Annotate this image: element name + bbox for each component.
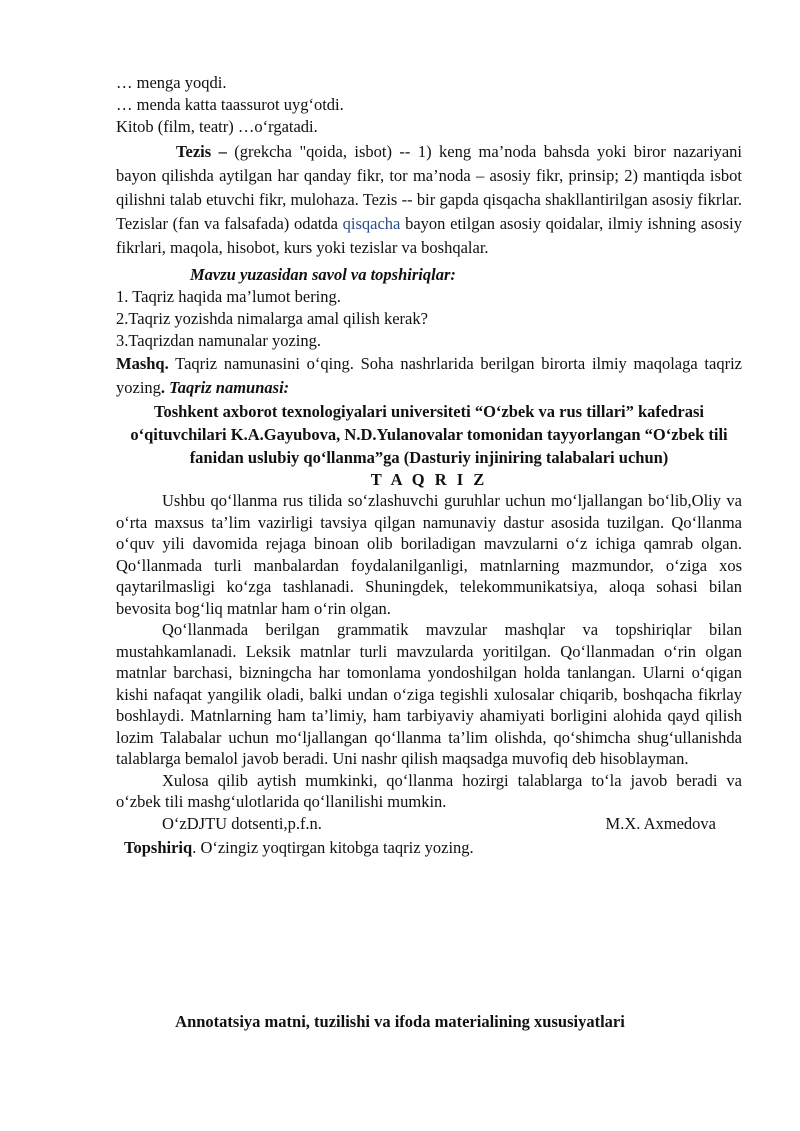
intro-line: Kitob (film, teatr) …o‘rgatadi. [116,117,318,136]
next-section-title: Annotatsiya matni, tuzilishi va ifoda materialining xususiyatlari [175,1012,625,1031]
signature-line [116,813,742,835]
review-heading: Toshkent axborot texnologiyalari universiteti “O‘zbek va rus tillari” kafedrasi o‘qituvchilari K.A.Gayubova, N.D.Yulanovalar tomonidan tayyorlangan “O‘zbek tili fanidan uslubiy qo‘llanma”ga (Dasturiy injiniring talabalari uchun) [130,402,728,467]
signature-affiliation: O‘zDJTU dotsenti,p.f.n. [162,813,322,833]
question-item: 2.Taqriz yozishda nimalarga amal qilish kerak? [116,309,428,328]
exercise-text: Taqriz namunasini o‘qing. Soha nashrlarida berilgan birorta ilmiy maqolaga taqriz yozing [116,354,742,397]
review-title: T A Q R I Z [370,470,488,489]
question-item: 1. Taqriz haqida ma’lumot bering. [116,287,341,306]
document-page [116,72,742,859]
intro-line: … menga yoqdi. [116,73,227,92]
tezis-text-after: bayon etilgan asosiy qoidalar, ilmiy ishning asosiy fikrlari, maqola, hisobot, kurs yoki tezislar va boshqalar. [116,214,742,257]
review-paragraph: Xulosa qilib aytish mumkinki, qo‘llanma hozirgi talablarga to‘la javob beradi va o‘zbek tili mashg‘ulotlarida qo‘llanilishi mumkin. [116,770,742,811]
exercise-paragraph [116,352,742,400]
tezis-paragraph [116,140,742,260]
intro-line: … menda katta taassurot uyg‘otdi. [116,95,344,114]
intro-lines [116,72,742,138]
task-text: . O‘zingiz yoqtirgan kitobga taqriz yozing. [192,837,474,857]
exercise-dot: . [160,378,166,397]
task-line [116,837,742,859]
signature-name: M.X. Axmedova [605,813,716,833]
tezis-link[interactable]: qisqacha [342,214,401,233]
exercise-label: Mashq. [116,354,169,373]
question-item: 3.Taqrizdan namunalar yozing. [116,331,322,350]
questions-block [116,264,742,352]
tezis-text-before: (grekcha "qoida, isbot) -- 1) keng ma’noda bahsda yoki biror nazariyani bayon qilishda aytilgan har qanday fikr, tor ma’noda – asosiy fikr, prinsip; 2) mantiqda isbot qilishni talab etuvchi fikr, mulohaza. Tezis -- bir gapda qisqacha shakllantirilgan asosiy fikrlar. Tezislar (fan va falsafada) odatda [116,142,742,233]
questions-title: Mavzu yuzasidan savol va topshiriqlar: [190,265,456,284]
review-paragraph: Qo‘llanmada berilgan grammatik mavzular mashqlar va topshiriqlar bilan mustahkamlanadi. Leksik matnlar turli mavzularda yoritilgan. Qo‘llanmadan o‘rin olgan matnlar barchasi, bizningcha har tomonlama yondoshilgan holda tanlangan. Ularni o‘qigan kishi nafaqat yangilik oladi, balki undan o‘ziga tegishli xulosalar chiqarib, boshqacha fikrlay boshlaydi. Matnlarning ham ta’limiy, ham tarbiyaviy ahamiyati borligini alohida qayd qilish lozim Talabalar uchun mo‘ljallangan qo‘llanma ta’lim olishda, qo‘shimcha shug‘ullanishda talablarga bemalol javob beradi. Uni nashr qilish maqsadga muvofiq deb hisoblayman. [116,620,742,768]
review-paragraph: Ushbu qo‘llanma rus tilida so‘zlashuvchi guruhlar uchun mo‘ljallangan bo‘lib,Oliy va o‘rta maxsus ta’lim vazirligi tavsiya qilgan namunaviy dastur asosida tuzilgan. Qo‘llanma o‘quv yili davomida rejaga binoan olib boriladigan mavzularni o‘z ichiga qamrab olgan. Qo‘llanmada turli manbalardan foydalanilganligi, matnlarning mazmundor, o‘ziga xos qaytarilmasligi ko‘zga tashlanadi. Shuningdek, telekommunikatsiya, aloqa sohasi bilan bevosita bog‘liq matnlar ham o‘rin olgan. [116,491,742,618]
task-label: Topshiriq [124,837,193,857]
sample-label: Taqriz namunasi: [165,378,290,397]
tezis-term: Tezis – [176,142,227,161]
